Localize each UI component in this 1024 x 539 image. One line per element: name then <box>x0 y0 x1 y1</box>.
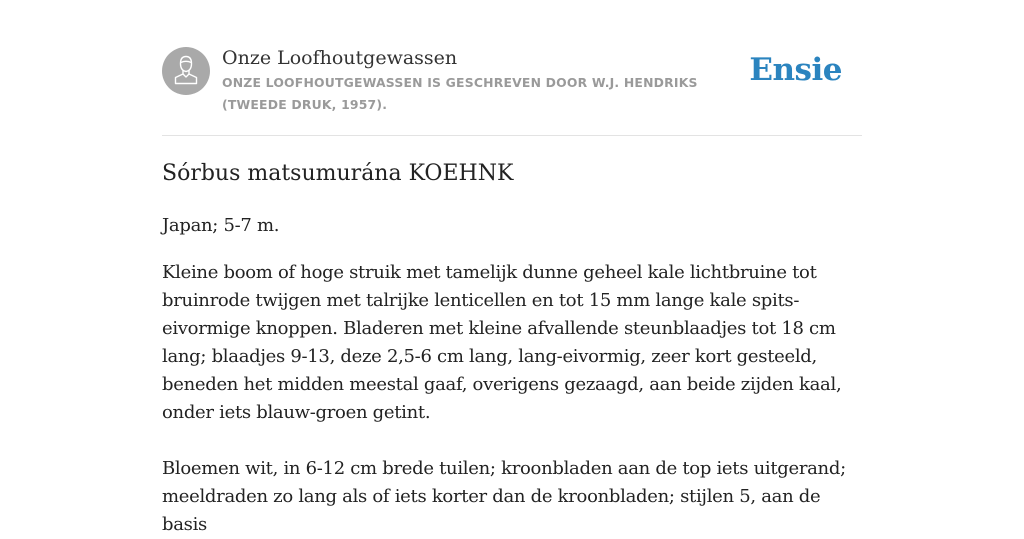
flowers-paragraph: Bloemen wit, in 6-12 cm brede tuilen; kroonbladen aan de top iets uitgerand; meeldraden zo lang als of iets korter dan de kroonbladen; stijlen 5, aan de basis <box>162 458 846 535</box>
header-divider <box>162 135 862 136</box>
avatar[interactable] <box>162 47 210 95</box>
site-title[interactable]: Onze Loofhoutgewassen <box>222 47 458 69</box>
article <box>162 156 864 539</box>
page-header <box>162 46 862 136</box>
site-subtitle: ONZE LOOFHOUTGEWASSEN IS GESCHREVEN DOOR W.J. HENDRIKS (TWEEDE DRUK, 1957). <box>222 75 698 112</box>
article-title: Sórbus matsumurána KOEHNK <box>162 161 514 186</box>
origin-paragraph: Japan; 5-7 m. <box>162 215 280 236</box>
brand-logo[interactable]: Ensie <box>749 52 842 88</box>
description-paragraph: Kleine boom of hoge struik met tamelijk dunne geheel kale lichtbruine tot bruinrode twijgen met talrijke lenticellen en tot 15 mm lange kale spits-eivormige knoppen. Bladeren met kleine afvallende steunblaadjes tot 18 cm lang; blaadjes 9-13, deze 2,5-6 cm lang, lang-eivormig, zeer kort gesteeld, beneden het midden meestal gaaf, overigens gezaagd, aan beide zijden kaal, onder iets blauw-groen getint. <box>162 262 842 423</box>
user-outline-icon <box>162 47 210 95</box>
